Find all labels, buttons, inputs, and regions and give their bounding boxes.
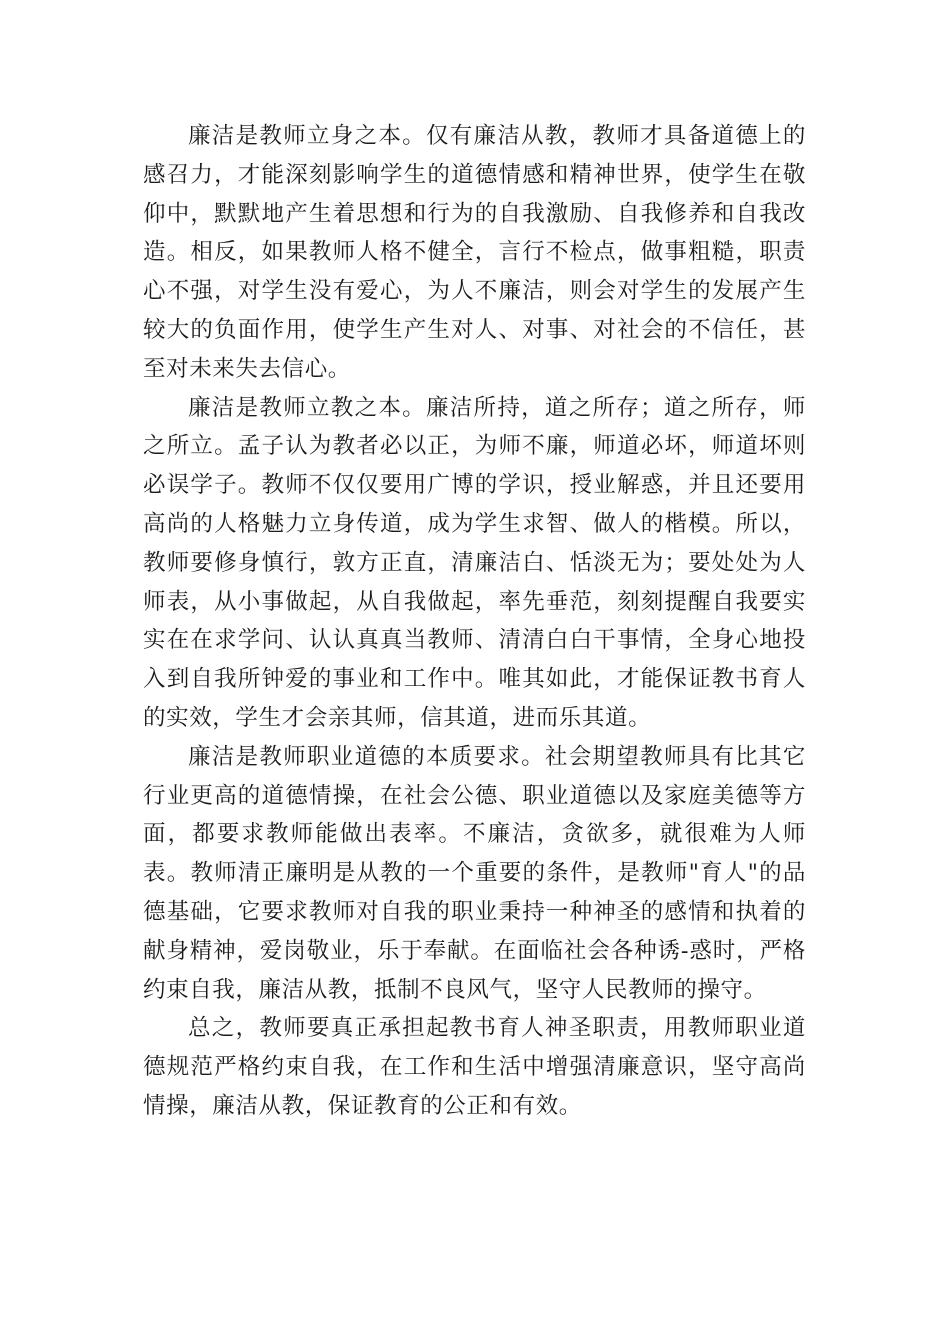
paragraph-1: 廉洁是教师立身之本。仅有廉洁从教，教师才具备道德上的感召力，才能深刻影响学生的道德情感和精神世界，使学生在敬仰中，默默地产生着思想和行为的自我激励、自我修养和自我改造。相反，如果教师人格不健全，言行不检点，做事粗糙，职责心不强，对学生没有爱心，为人不廉洁，则会对学生的发展产生较大的负面作用，使学生产生对人、对事、对社会的不信任，甚至对未来失去信心。 — [143, 123, 806, 382]
paragraph-3: 廉洁是教师职业道德的本质要求。社会期望教师具有比其它行业更高的道德情操，在社会公德、职业道德以及家庭美德等方面，都要求教师能做出表率。不廉洁，贪欲多，就很难为人师表。教师清正廉明是从教的一个重要的条件，是教师"育人"的品德基础，它要求教师对自我的职业秉持一种神圣的感情和执着的献身精神，爱岗敬业，乐于奉献。在面临社会各种诱-惑时，严格约束自我，廉洁从教，抵制不良风气，坚守人民教师的操守。 — [143, 743, 806, 1003]
paragraph-4: 总之，教师要真正承担起教书育人神圣职责，用教师职业道德规范严格约束自我，在工作和生活中增强清廉意识，坚守高尚情操，廉洁从教，保证教育的公正和有效。 — [143, 1015, 806, 1119]
paragraph-2: 廉洁是教师立教之本。廉洁所持，道之所存；道之所存，师之所立。孟子认为教者必以正，为师不廉，师道必坏，师道坏则必误学子。教师不仅仅要用广博的学识，授业解惑，并且还要用高尚的人格魅力立身传道，成为学生求智、做人的楷模。所以，教师要修身慎行，敦方正直，清廉洁白、恬淡无为；要处处为人师表，从小事做起，从自我做起，率先垂范，刻刻提醒自我要实实在在求学问、认认真真当教师、清清白白干事情，全身心地投入到自我所钟爱的事业和工作中。唯其如此，才能保证教书育人的实效，学生才会亲其师，信其道，进而乐其道。 — [143, 394, 806, 731]
document-body — [143, 117, 806, 1126]
